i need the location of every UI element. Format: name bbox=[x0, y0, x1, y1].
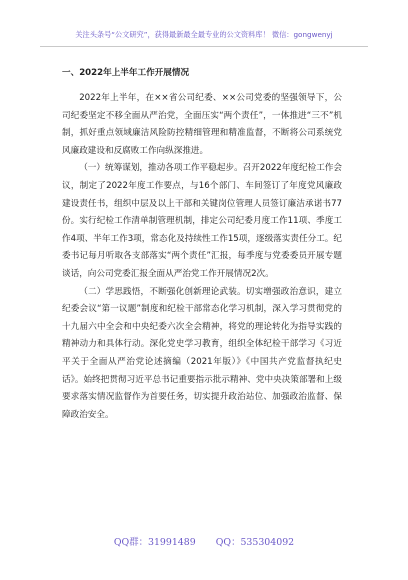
footer-qq-group: QQ群：31991489 bbox=[113, 537, 196, 548]
header-banner bbox=[40, 24, 368, 47]
header-banner-text: 关注头条号“公文研究”，获得最新最全最专业的公文资料库！ 微信：gongwenyj bbox=[75, 30, 333, 39]
paragraph-planning: （一）统筹谋划，推动各项工作平稳起步。召开2022年度纪检工作会议，制定了2022年度工作要点，与16个部门、车间签订了年度党风廉政建设责任书，组织中层及以上干部和关键岗位管理人员签订廉洁承诺书77份。实行纪检工作清单制管理机制，排定公司纪委月度工作11项、季度工作4项、半年工作3项，常态化及持续性工作15项，逐级落实责任分工。纪委书记每月听取各支部落实“两个责任”汇报，每季度与党委委员开展专题谈话，向公司党委汇报全面从严治党工作开展情况2次。 bbox=[62, 163, 342, 279]
paragraph-intro: 2022年上半年，在××省公司纪委、××公司党委的坚强领导下，公司纪委坚定不移全面从严治党，全面压实“两个责任”，一体推进“三不”机制，抓好重点领域廉洁风险防控精细管理和精准监督，不断将公司系统党风廉政建设和反腐败工作向纵深推进。 bbox=[62, 93, 342, 156]
paragraph-study: （二）学思践悟，不断强化创新理论武装。切实增强政治意识，建立纪委会议“第一议题”制度和纪检干部常态化学习机制，深入学习贯彻党的十九届六中全会和中央纪委六次全会精神，将党的理论转化为指导实践的精神动力和具体行动。深化党史学习教育，组织全体纪检干部学习《习近平关于全面从严治党论述摘编（2021年版）》《中国共产党监督执纪史话》。始终把贯彻习近平总书记重要指示批示精神、党中央决策部署和上级要求落实情况监督作为首要任务，切实提升政治站位、加强政治监督、保障政治安全。 bbox=[62, 286, 342, 420]
footer-contact bbox=[0, 534, 408, 548]
footer-qq-number: QQ：535304092 bbox=[215, 537, 295, 548]
section-heading: 一、2022年上半年工作开展情况 bbox=[62, 68, 190, 78]
document-body bbox=[62, 62, 342, 424]
